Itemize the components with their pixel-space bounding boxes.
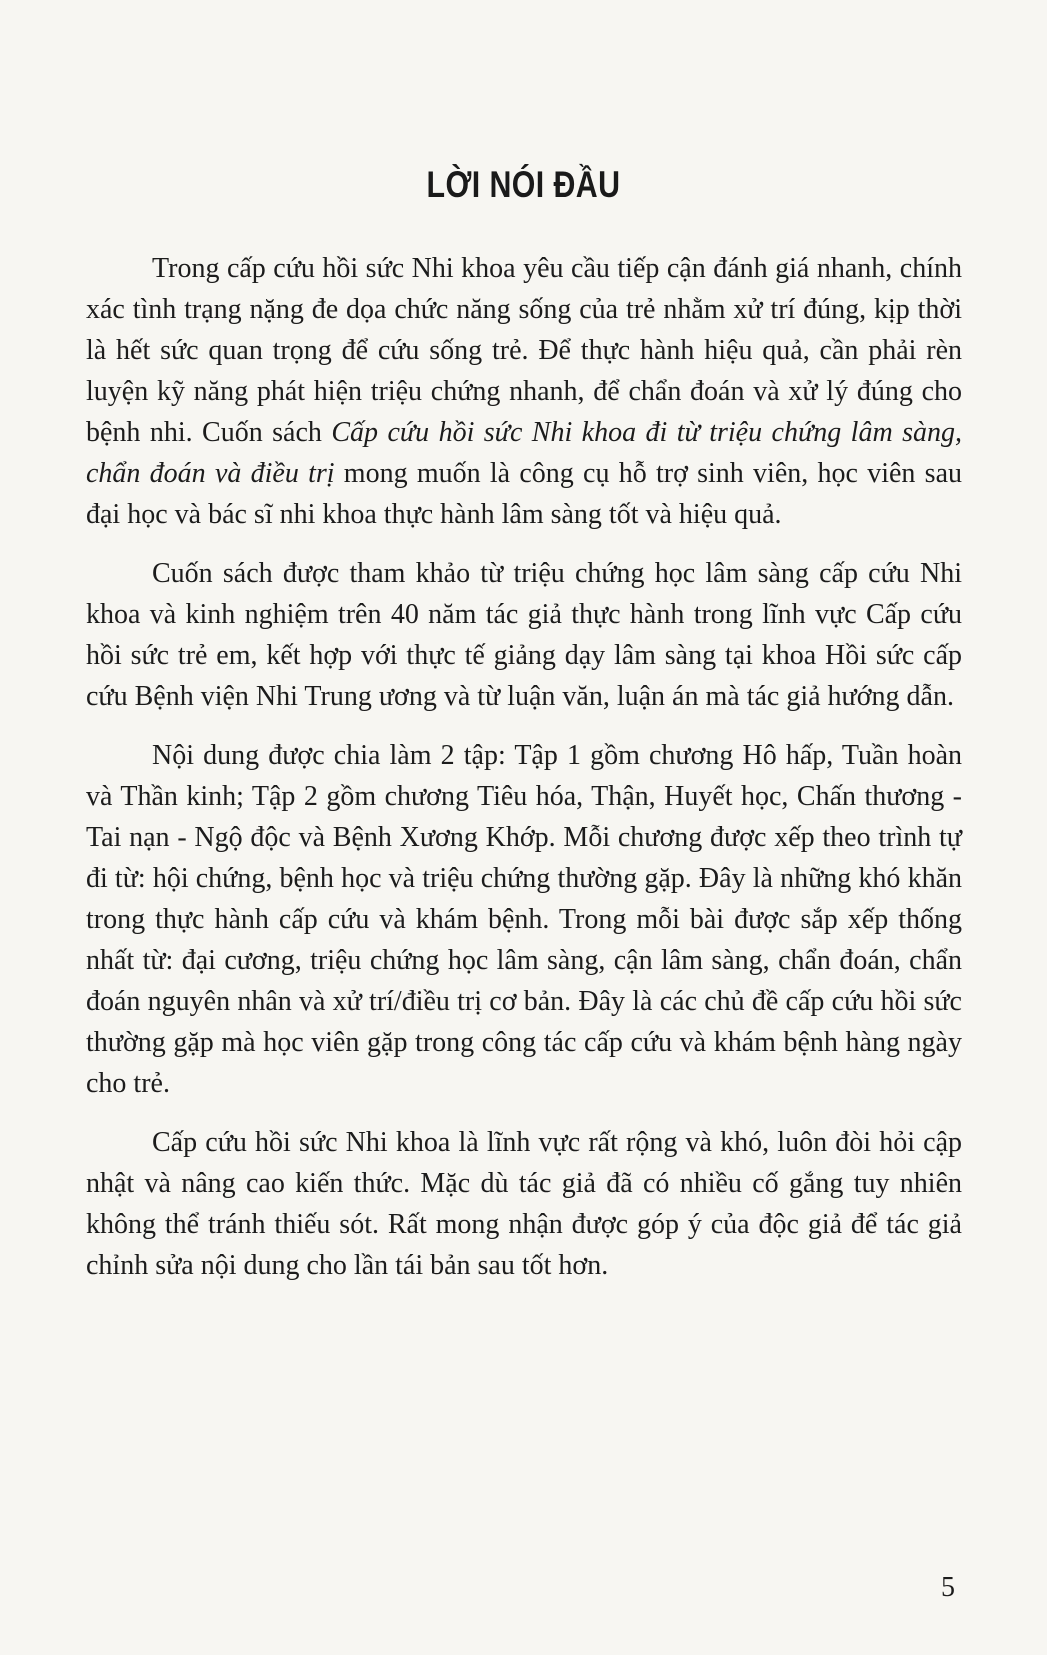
paragraph-3: Nội dung được chia làm 2 tập: Tập 1 gồm chương Hô hấp, Tuần hoàn và Thần kinh; Tập 2 gồm chương Tiêu hóa, Thận, Huyết học, Chấn thương - Tai nạn - Ngộ độc và Bệnh Xương Khớp. Mỗi chương được xếp theo trình tự đi từ: hội chứng, bệnh học và triệu chứng thường gặp. Đây là những khó khăn trong thực hành cấp cứu và khám bệnh. Trong mỗi bài được sắp xếp thống nhất từ: đại cương, triệu chứng học lâm sàng, cận lâm sàng, chẩn đoán, chẩn đoán nguyên nhân và xử trí/điều trị cơ bản. Đây là các chủ đề cấp cứu hồi sức thường gặp mà học viên gặp trong công tác cấp cứu và khám bệnh hàng ngày cho trẻ.	[86, 740, 962, 1099]
page-title: LỜI NÓI ĐẦU	[426, 164, 621, 205]
paragraph-2: Cuốn sách được tham khảo từ triệu chứng học lâm sàng cấp cứu Nhi khoa và kinh nghiệm trên 40 năm tác giả thực hành trong lĩnh vực Cấp cứu hồi sức trẻ em, kết hợp với thực tế giảng dạy lâm sàng tại khoa Hồi sức cấp cứu Bệnh viện Nhi Trung ương và từ luận văn, luận án mà tác giả hướng dẫn.	[86, 558, 962, 712]
paragraph-1	[86, 248, 962, 535]
paragraph-4: Cấp cứu hồi sức Nhi khoa là lĩnh vực rất rộng và khó, luôn đòi hỏi cập nhật và nâng cao kiến thức. Mặc dù tác giả đã có nhiều cố gắng tuy nhiên không thể tránh thiếu sót. Rất mong nhận được góp ý của độc giả để tác giả chỉnh sửa nội dung cho lần tái bản sau tốt hơn.	[86, 1127, 962, 1281]
paragraph-1-text-end: mong muốn là công cụ hỗ trợ sinh viên, học viên sau đại học và bác sĩ nhi khoa thực hành lâm sàng tốt và hiệu quả.	[86, 458, 962, 530]
book-title-italic: Cấp cứu hồi sức Nhi khoa đi từ triệu chứng lâm sàng, chẩn đoán và điều trị	[86, 417, 962, 489]
preface-body	[86, 248, 962, 1286]
paragraph-1-text-start: Trong cấp cứu hồi sức Nhi khoa yêu cầu tiếp cận đánh giá nhanh, chính xác tình trạng nặng đe dọa chức năng sống của trẻ nhằm xử trí đúng, kịp thời là hết sức quan trọng để cứu sống trẻ. Để thực hành hiệu quả, cần phải rèn luyện kỹ năng phát hiện triệu chứng nhanh, để chẩn đoán và xử lý đúng cho bệnh nhi. Cuốn sách	[86, 253, 962, 448]
page-number: 5	[941, 1572, 955, 1603]
